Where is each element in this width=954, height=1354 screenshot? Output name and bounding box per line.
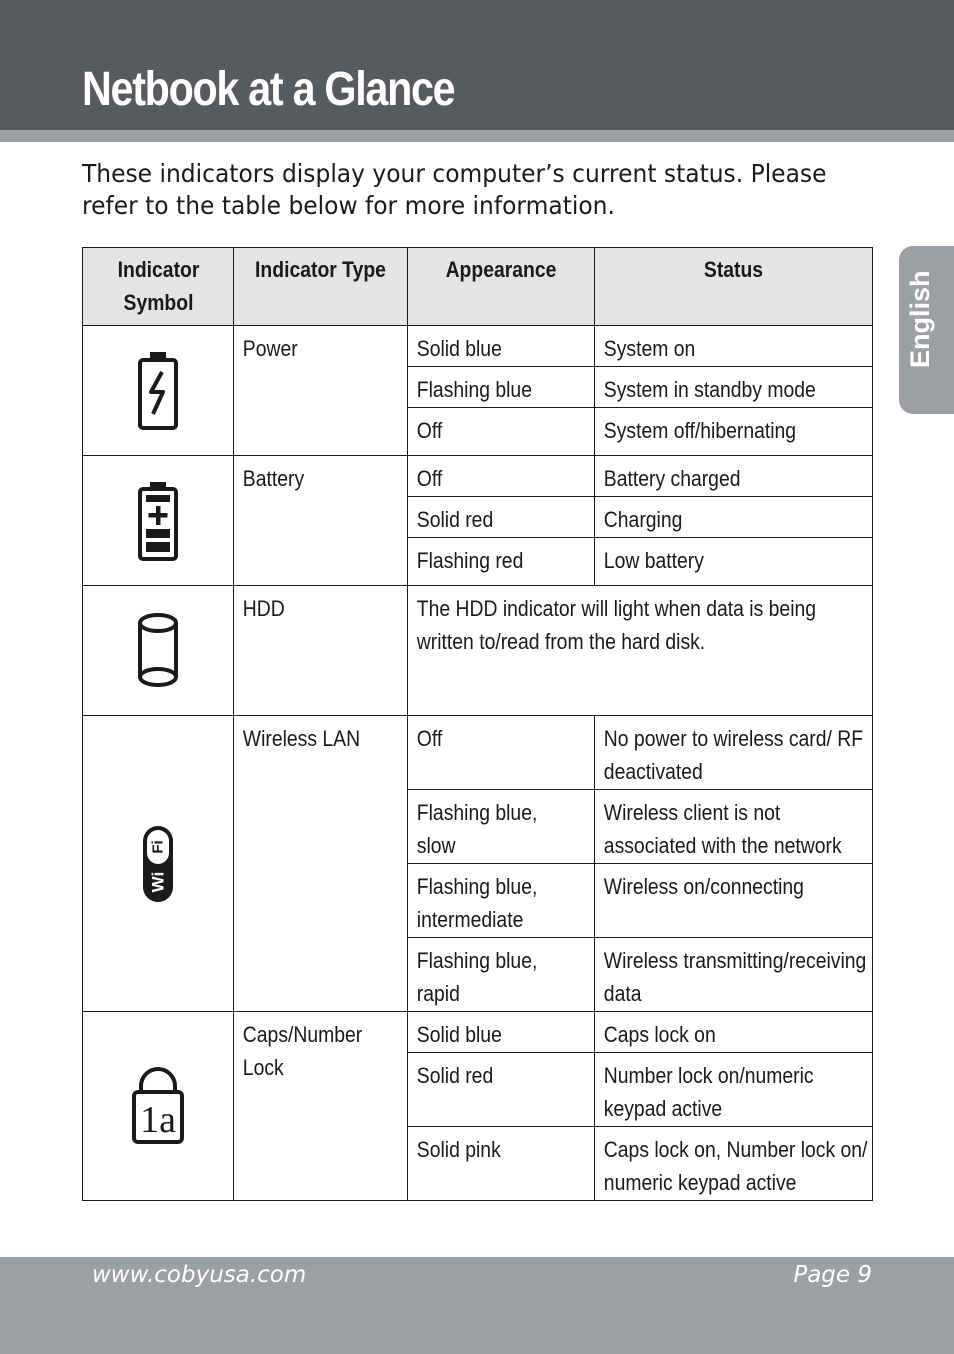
table-row <box>83 1012 873 1053</box>
appearance-cell: Flashing red <box>408 538 595 586</box>
hdd-indicator-icon <box>136 611 180 691</box>
footer-website-url: www.cobyusa.com <box>92 1262 307 1288</box>
wifi-indicator-icon <box>141 824 175 904</box>
column-header-appearance: Appearance <box>408 248 595 326</box>
status-cell: Battery charged <box>595 456 873 497</box>
hdd-note-cell: The HDD indicator will light when data is being written to/read from the hard disk. <box>408 586 873 716</box>
appearance-cell: Flashing blue, intermediate <box>408 864 595 938</box>
table-row <box>83 586 873 716</box>
column-header-status: Status <box>595 248 873 326</box>
indicator-type-power: Power <box>234 326 408 456</box>
footer-page-number: Page 9 <box>793 1262 872 1288</box>
indicator-type-wireless-lan: Wireless LAN <box>234 716 408 1012</box>
battery-symbol-cell <box>83 456 234 586</box>
appearance-cell: Flashing blue, slow <box>408 790 595 864</box>
battery-indicator-icon <box>137 480 179 562</box>
language-tab <box>899 246 954 414</box>
hdd-symbol-cell <box>83 586 234 716</box>
appearance-cell: Solid blue <box>408 326 595 367</box>
status-cell: System off/hibernating <box>595 408 873 456</box>
appearance-cell: Off <box>408 456 595 497</box>
indicator-type-battery: Battery <box>234 456 408 586</box>
page-title: Netbook at a Glance <box>82 63 455 116</box>
header-divider <box>0 130 954 142</box>
table-row <box>83 456 873 497</box>
power-symbol-cell <box>83 326 234 456</box>
indicator-table <box>82 247 873 1201</box>
status-cell: Caps lock on, Number lock on/ numeric keypad active <box>595 1127 873 1201</box>
indicator-type-hdd: HDD <box>234 586 408 716</box>
appearance-cell: Off <box>408 716 595 790</box>
intro-paragraph: These indicators display your computer’s current status. Please refer to the table below for more information. <box>82 159 827 220</box>
status-cell: Wireless client is not associated with the network <box>595 790 873 864</box>
appearance-cell: Flashing blue <box>408 367 595 408</box>
power-indicator-icon <box>136 350 180 432</box>
wifi-icon-text-fi: Fi <box>149 839 167 854</box>
appearance-cell: Flashing blue, rapid <box>408 938 595 1012</box>
status-cell: Wireless on/connecting <box>595 864 873 938</box>
appearance-cell: Solid pink <box>408 1127 595 1201</box>
status-cell: System on <box>595 326 873 367</box>
status-cell: Number lock on/numeric keypad active <box>595 1053 873 1127</box>
status-cell: Caps lock on <box>595 1012 873 1053</box>
status-cell: Charging <box>595 497 873 538</box>
wifi-symbol-cell <box>83 716 234 1012</box>
status-cell: Low battery <box>595 538 873 586</box>
appearance-cell: Solid red <box>408 497 595 538</box>
caps-number-lock-indicator-icon <box>131 1066 185 1146</box>
language-tab-label: English <box>905 270 935 368</box>
appearance-cell: Solid blue <box>408 1012 595 1053</box>
wifi-icon-text-wi: Wi <box>148 871 168 892</box>
table-row <box>83 326 873 367</box>
status-cell: No power to wireless card/ RF deactivated <box>595 716 873 790</box>
caps-lock-icon-text: 1a <box>140 1099 176 1141</box>
column-header-type: Indicator Type <box>234 248 408 326</box>
table-row <box>83 716 873 790</box>
status-cell: System in standby mode <box>595 367 873 408</box>
indicator-type-caps-number-lock: Caps/Number Lock <box>234 1012 408 1201</box>
status-cell: Wireless transmitting/receiving data <box>595 938 873 1012</box>
column-header-symbol: Indicator Symbol <box>83 248 234 326</box>
appearance-cell: Off <box>408 408 595 456</box>
table-header-row <box>83 248 873 326</box>
appearance-cell: Solid red <box>408 1053 595 1127</box>
caps-lock-symbol-cell <box>83 1012 234 1201</box>
